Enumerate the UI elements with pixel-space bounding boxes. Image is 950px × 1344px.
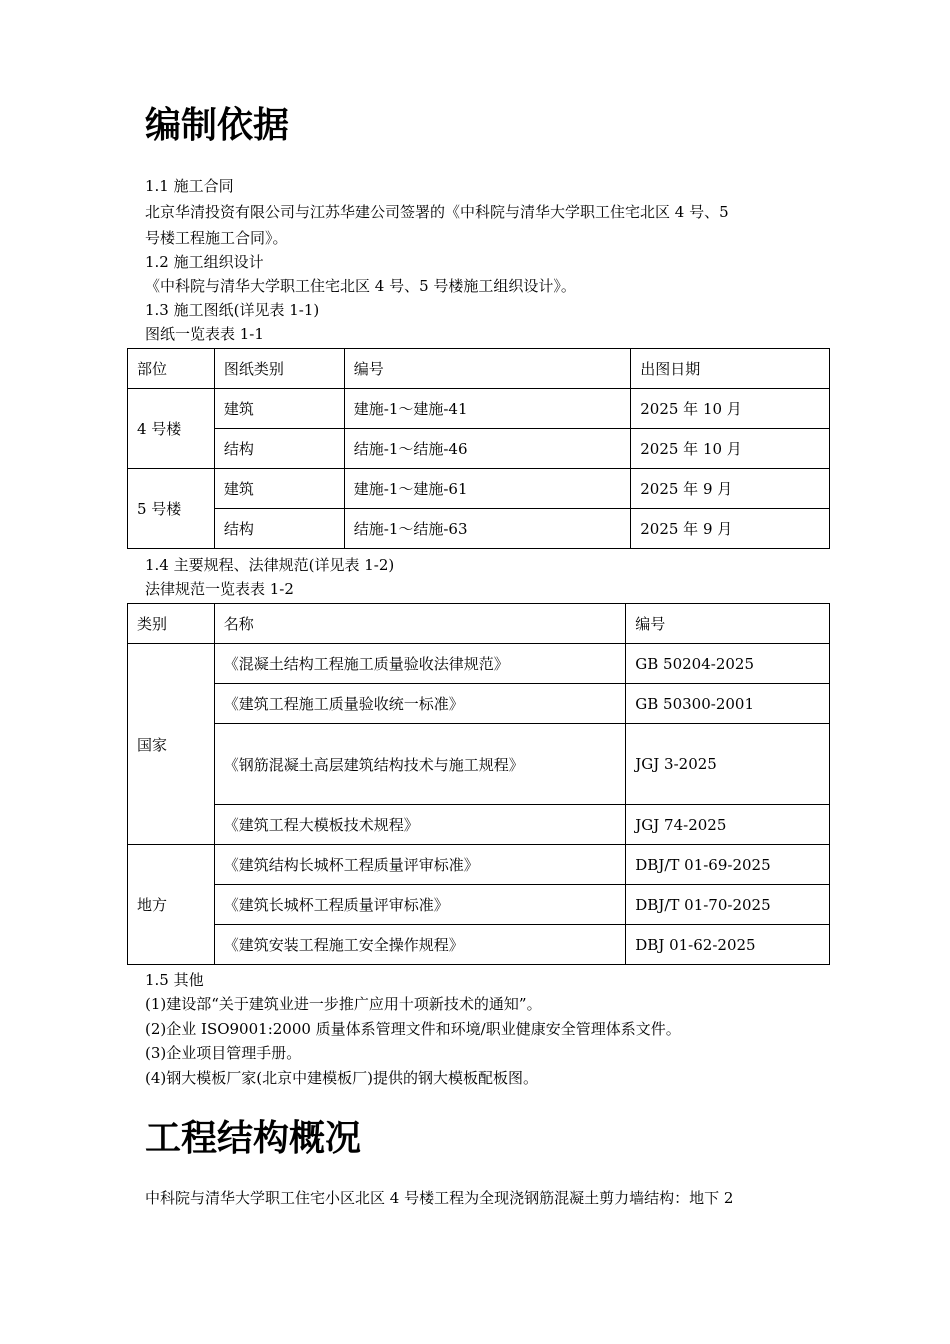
table-header-row <box>128 349 830 389</box>
issue-date-cell: 2025 年 10 月 <box>631 389 830 429</box>
table-row <box>128 389 830 429</box>
list-item: (1)建设部“关于建筑业进一步推广应用十项新技术的通知”。 <box>145 995 542 1013</box>
location-cell: 4 号楼 <box>128 389 215 469</box>
regulation-code-cell: DBJ 01-62-2025 <box>626 925 830 965</box>
table-row <box>128 805 830 845</box>
heading-1-1: 1.1 施工合同 <box>145 177 234 195</box>
regulations-table <box>127 603 830 965</box>
drawing-number-cell: 建施-1～建施-61 <box>344 469 630 509</box>
level-cell: 国家 <box>128 644 215 845</box>
regulation-code-cell: DBJ/T 01-70-2025 <box>626 885 830 925</box>
section-title-structure: 工程结构概况 <box>145 1118 362 1159</box>
heading-1-2: 1.2 施工组织设计 <box>145 253 264 271</box>
paragraph-structure-overview: 中科院与清华大学职工住宅小区北区 4 号楼工程为全现浇钢筋混凝土剪力墙结构：地下 2 <box>145 1189 734 1207</box>
header-cell: 编号 <box>344 349 630 389</box>
heading-1-5: 1.5 其他 <box>145 971 204 989</box>
regulation-name-cell: 《建筑工程大模板技术规程》 <box>214 805 625 845</box>
table-row <box>128 724 830 805</box>
paragraph-contract-line2: 号楼工程施工合同》。 <box>145 229 288 247</box>
paragraph-contract-line1: 北京华清投资有限公司与江苏华建公司签署的《中科院与清华大学职工住宅北区 4 号、5 <box>145 203 729 221</box>
table-header-row <box>128 604 830 644</box>
category-cell: 结构 <box>214 509 344 549</box>
location-cell: 5 号楼 <box>128 469 215 549</box>
paragraph-organization-design: 《中科院与清华大学职工住宅北区 4 号、5 号楼施工组织设计》。 <box>145 277 576 295</box>
table-row <box>128 644 830 684</box>
category-cell: 建筑 <box>214 389 344 429</box>
regulation-name-cell: 《钢筋混凝土高层建筑结构技术与施工规程》 <box>214 724 625 805</box>
heading-1-4: 1.4 主要规程、法律规范(详见表 1-2) <box>145 556 395 574</box>
table-row <box>128 509 830 549</box>
table-row <box>128 845 830 885</box>
regulation-code-cell: JGJ 74-2025 <box>626 805 830 845</box>
header-cell: 部位 <box>128 349 215 389</box>
regulation-code-cell: DBJ/T 01-69-2025 <box>626 845 830 885</box>
header-cell: 类别 <box>128 604 215 644</box>
table-row <box>128 684 830 724</box>
table1-caption: 图纸一览表表 1-1 <box>145 325 264 343</box>
regulation-code-cell: GB 50204-2025 <box>626 644 830 684</box>
category-cell: 结构 <box>214 429 344 469</box>
list-item: (3)企业项目管理手册。 <box>145 1044 302 1062</box>
drawing-number-cell: 建施-1～建施-41 <box>344 389 630 429</box>
regulation-name-cell: 《建筑工程施工质量验收统一标准》 <box>214 684 625 724</box>
table-row <box>128 925 830 965</box>
header-cell: 图纸类别 <box>214 349 344 389</box>
heading-1-3: 1.3 施工图纸(详见表 1-1) <box>145 301 320 319</box>
list-item: (4)钢大模板厂家(北京中建模板厂)提供的钢大模板配板图。 <box>145 1069 538 1087</box>
table2-caption: 法律规范一览表表 1-2 <box>145 580 294 598</box>
regulation-name-cell: 《混凝土结构工程施工质量验收法律规范》 <box>214 644 625 684</box>
header-cell: 出图日期 <box>631 349 830 389</box>
drawings-table <box>127 348 830 549</box>
regulation-name-cell: 《建筑结构长城杯工程质量评审标准》 <box>214 845 625 885</box>
header-cell: 编号 <box>626 604 830 644</box>
table-row <box>128 469 830 509</box>
regulation-code-cell: GB 50300-2001 <box>626 684 830 724</box>
issue-date-cell: 2025 年 9 月 <box>631 509 830 549</box>
header-cell: 名称 <box>214 604 625 644</box>
regulation-name-cell: 《建筑长城杯工程质量评审标准》 <box>214 885 625 925</box>
category-cell: 建筑 <box>214 469 344 509</box>
regulation-name-cell: 《建筑安装工程施工安全操作规程》 <box>214 925 625 965</box>
drawing-number-cell: 结施-1～结施-46 <box>344 429 630 469</box>
table-row <box>128 429 830 469</box>
level-cell: 地方 <box>128 845 215 965</box>
table-row <box>128 885 830 925</box>
issue-date-cell: 2025 年 9 月 <box>631 469 830 509</box>
section-title-basis: 编制依据 <box>145 105 290 146</box>
list-item: (2)企业 ISO9001:2000 质量体系管理文件和环境/职业健康安全管理体系文件。 <box>145 1020 681 1038</box>
issue-date-cell: 2025 年 10 月 <box>631 429 830 469</box>
drawing-number-cell: 结施-1～结施-63 <box>344 509 630 549</box>
regulation-code-cell: JGJ 3-2025 <box>626 724 830 805</box>
